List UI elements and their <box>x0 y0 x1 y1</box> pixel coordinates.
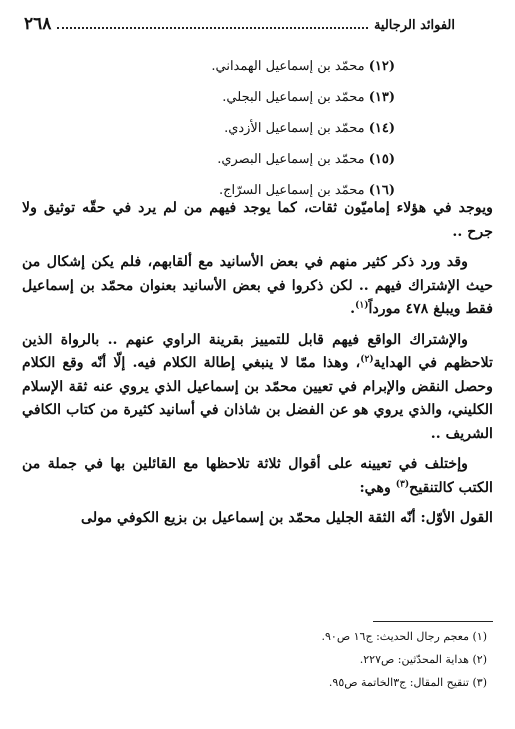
paragraph-2-end: . <box>350 301 356 317</box>
page-number: ٢٦٨ <box>24 14 52 34</box>
footnote-ref-1[interactable]: (١) <box>355 300 369 311</box>
footnotes <box>27 630 487 699</box>
footnote-separator <box>373 621 493 622</box>
leader-dots <box>57 15 368 29</box>
main-text <box>22 197 493 538</box>
list-item-text: محمّد بن إسماعيل البصري. <box>217 152 365 167</box>
list-item-number: (١٦) <box>368 183 395 198</box>
list-item-number: (١٥) <box>368 152 395 167</box>
footnote: (١) معجم رجال الحديث: ج١٦ ص٩٠. <box>321 630 487 643</box>
paragraph-3 <box>22 329 493 447</box>
list-item-number: (١٢) <box>368 59 395 74</box>
paragraph-5 <box>22 507 493 531</box>
footnote-ref-3[interactable]: (٣) <box>395 478 410 489</box>
list-item <box>95 87 395 118</box>
paragraph-2-text: وقد ورد ذكر كثير منهم في بعض الأسانيد مع ألقابهم، فلم يكن إشكال من حيث الإشتراك فيهم .. لكن ذكروا في بعض الأسانيد بعنوان محمّد بن إسماعيل فقط ويبلغ ٤٧٨ مورداً <box>22 254 493 317</box>
list-item-text: محمّد بن إسماعيل الأزدي. <box>224 121 365 136</box>
paragraph-4-end: وهي: <box>359 479 396 496</box>
list-item <box>95 118 395 149</box>
list-item-number: (١٤) <box>368 121 395 136</box>
paragraph-1: ويوجد في هؤلاء إماميّون ثقات، كما يوجد فيهم من لم يرد في حقّه توثيق ولا جرح .. <box>22 200 493 240</box>
footnote: (٢) هداية المحدّثين: ص٢٢٧. <box>359 653 487 666</box>
footnote-ref-2[interactable]: (٢) <box>360 354 374 365</box>
list-item <box>95 56 395 87</box>
paragraph-5-text: أنّه الثقة الجليل محمّد بن إسماعيل بن بزيع الكوفي مولى <box>81 510 421 526</box>
list-item-number: (١٣) <box>368 90 395 105</box>
footnote: (٣) تنقيح المقال: ج٣الخاتمة ص٩٥. <box>328 676 487 689</box>
name-list <box>95 56 395 211</box>
book-title: الفوائد الرجالية <box>373 18 455 33</box>
paragraph-3-rest: ، وهذا ممّا لا ينبغي إطالة الكلام فيه. إلّا أنّه وقع الكلام وحصل النقض والإبرام في تعيين محمّد بن إسماعيل الذي يروي عنه ثقة الإسلام الكليني، والذي يروي هو عن الفضل بن شاذان في أسانيد كثيرة من كتاب الكافي الشريف .. <box>22 355 493 442</box>
first-opinion-heading: القول الأوّل: <box>420 510 493 526</box>
paragraph-4 <box>22 453 493 500</box>
list-item-text: محمّد بن إسماعيل الهمداني. <box>211 59 365 74</box>
list-item-text: محمّد بن إسماعيل البجلي. <box>222 90 365 105</box>
running-header <box>24 14 455 38</box>
list-item-text: محمّد بن إسماعيل السرّاج. <box>218 183 365 198</box>
paragraph-3-text: والإشتراك الواقع فيهم قابل للتمييز بقرينة الراوي عنهم .. بالرواة الذين تلاحظهم في الهداية <box>22 331 493 371</box>
paragraph-2 <box>22 251 493 322</box>
paragraph-4-text: وإختلف في تعيينه على أقوال ثلاثة تلاحظها مع القائلين بها في جملة من الكتب كالتنقيح <box>22 456 493 496</box>
list-item <box>95 149 395 180</box>
